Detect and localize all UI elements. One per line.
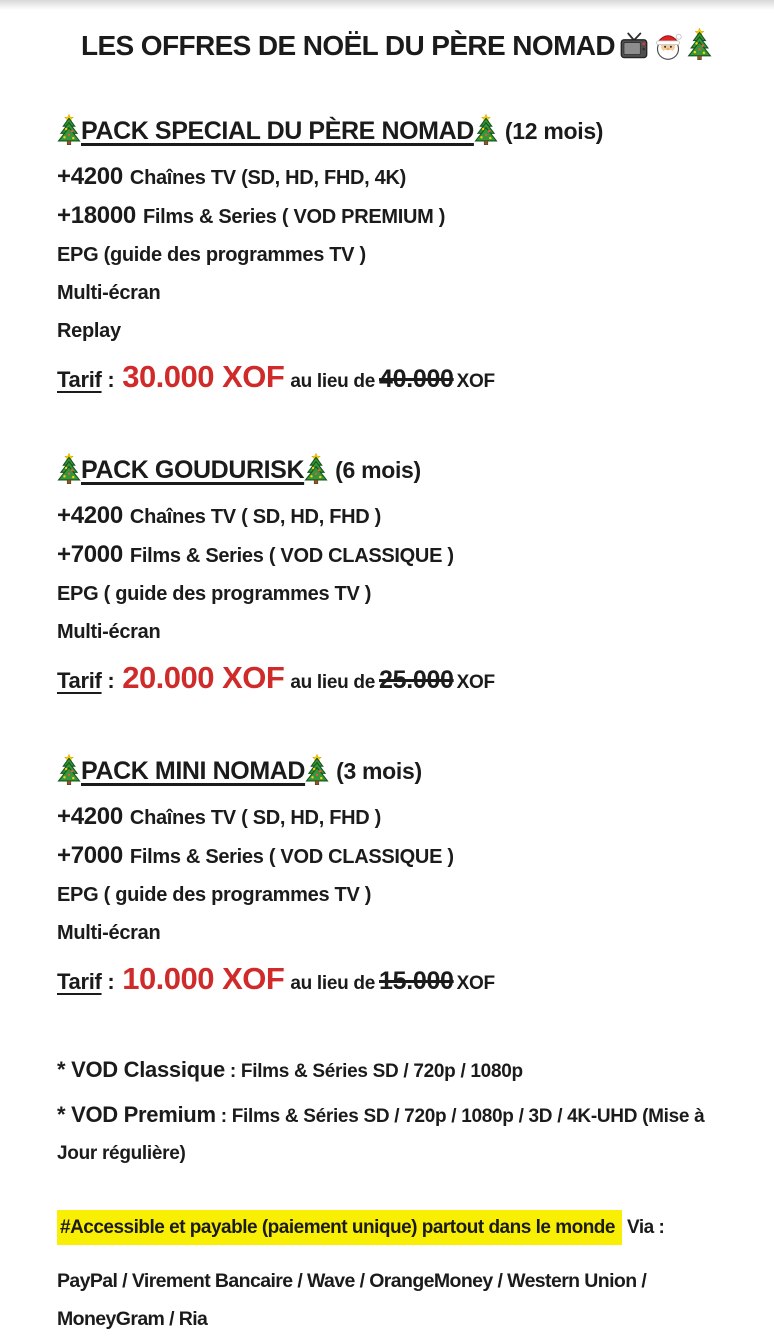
pack-section-goudurisk [57, 453, 736, 702]
screenshot-top-edge [0, 0, 774, 10]
feature-count: +18000 [57, 202, 136, 229]
tarif-old-price: 15.000 [379, 967, 454, 995]
pack-feature [57, 621, 736, 643]
pack-feature [57, 541, 736, 568]
pack-feature [57, 502, 736, 529]
vod-classique-note [57, 1051, 736, 1090]
via-label: Via : [626, 1217, 665, 1238]
tarif-old-price: 25.000 [379, 666, 454, 694]
feature-count: +7000 [57, 541, 123, 568]
feature-text: Chaînes TV (SD, HD, FHD, 4K) [129, 167, 406, 189]
vod-notes [57, 1051, 736, 1172]
tarif-old-price: 40.000 [379, 365, 454, 393]
christmas-tree-icon [57, 453, 81, 484]
pack-duration: (6 mois) [335, 457, 421, 483]
tarif-label: Tarif [57, 969, 102, 994]
santa-icon [653, 30, 683, 60]
tarif-line [57, 359, 736, 401]
feature-text: EPG ( guide des programmes TV ) [57, 884, 372, 906]
note-text: Films & Séries SD / 720p / 1080p / 3D / 4K-UHD (Mise à Jour régulière) [57, 1106, 705, 1164]
feature-count: +7000 [57, 842, 123, 869]
christmas-tree-icon [687, 28, 712, 60]
feature-count: +4200 [57, 502, 123, 529]
pack-name: PACK SPECIAL DU PÈRE NOMAD [81, 117, 474, 145]
tarif-separator: : [101, 969, 121, 994]
tarif-new-price: 10.000 XOF [122, 961, 285, 996]
pack-feature [57, 282, 736, 304]
pack-feature [57, 583, 736, 605]
tarif-label: Tarif [57, 367, 102, 392]
accessibility-line [57, 1216, 736, 1240]
feature-text: Replay [57, 320, 121, 342]
pack-section-mini-nomad [57, 754, 736, 1003]
feature-text: Chaînes TV ( SD, HD, FHD ) [129, 506, 382, 528]
page-title-text: LES OFFRES DE NOËL DU PÈRE NOMAD [80, 30, 616, 61]
tarif-old-currency: XOF [456, 973, 495, 994]
note-text: Films & Séries SD / 720p / 1080p [240, 1061, 523, 1082]
pack-feature [57, 884, 736, 906]
tarif-old-currency: XOF [456, 672, 495, 693]
tv-icon [619, 32, 649, 60]
pack-feature [57, 922, 736, 944]
highlighted-text: #Accessible et payable (paiement unique) partout dans le monde [57, 1210, 622, 1245]
tarif-old-currency: XOF [456, 371, 495, 392]
tarif-line [57, 660, 736, 702]
christmas-tree-icon [304, 453, 328, 484]
pack-feature [57, 842, 736, 869]
tarif-new-price: 20.000 XOF [122, 660, 285, 695]
feature-text: Films & Series ( VOD CLASSIQUE ) [129, 846, 454, 868]
note-separator: : [224, 1061, 241, 1082]
pack-feature [57, 244, 736, 266]
feature-text: EPG ( guide des programmes TV ) [57, 583, 372, 605]
note-label: * VOD Classique [57, 1057, 225, 1082]
pack-feature [57, 163, 736, 190]
feature-count: +4200 [57, 803, 123, 830]
tarif-separator: : [101, 367, 121, 392]
christmas-tree-icon [57, 114, 81, 145]
tarif-label: Tarif [57, 668, 102, 693]
pack-heading [57, 114, 736, 147]
feature-text: Multi-écran [57, 922, 161, 944]
pack-duration: (3 mois) [336, 758, 422, 784]
tarif-line [57, 961, 736, 1003]
feature-count: +4200 [57, 163, 123, 190]
christmas-tree-icon [305, 754, 329, 785]
tarif-infix: au lieu de [290, 973, 375, 994]
feature-text: Multi-écran [57, 621, 161, 643]
note-separator: : [215, 1106, 232, 1127]
tarif-infix: au lieu de [290, 371, 375, 392]
vod-premium-note [57, 1096, 736, 1172]
tarif-infix: au lieu de [290, 672, 375, 693]
feature-text: Films & Series ( VOD CLASSIQUE ) [129, 545, 454, 567]
pack-section-special [57, 114, 736, 401]
feature-text: Chaînes TV ( SD, HD, FHD ) [129, 807, 382, 829]
feature-text: Multi-écran [57, 282, 161, 304]
pack-heading [57, 453, 736, 486]
payment-footer [57, 1216, 736, 1338]
pack-duration: (12 mois) [504, 118, 604, 144]
pack-heading [57, 754, 736, 787]
pack-feature [57, 320, 736, 342]
tarif-new-price: 30.000 XOF [122, 359, 285, 394]
payment-methods: PayPal / Virement Bancaire / Wave / OrangeMoney / Western Union / MoneyGram / Ria [57, 1270, 647, 1330]
note-label: * VOD Premium [57, 1102, 216, 1127]
christmas-tree-icon [474, 114, 498, 145]
page-title [57, 10, 736, 62]
pack-feature [57, 202, 736, 229]
pack-feature [57, 803, 736, 830]
pack-name: PACK MINI NOMAD [81, 757, 306, 785]
tarif-separator: : [101, 668, 121, 693]
feature-text: EPG (guide des programmes TV ) [57, 244, 366, 266]
feature-text: Films & Series ( VOD PREMIUM ) [142, 206, 446, 228]
christmas-tree-icon [57, 754, 81, 785]
pack-name: PACK GOUDURISK [81, 456, 305, 484]
flyer-document [0, 10, 774, 1338]
